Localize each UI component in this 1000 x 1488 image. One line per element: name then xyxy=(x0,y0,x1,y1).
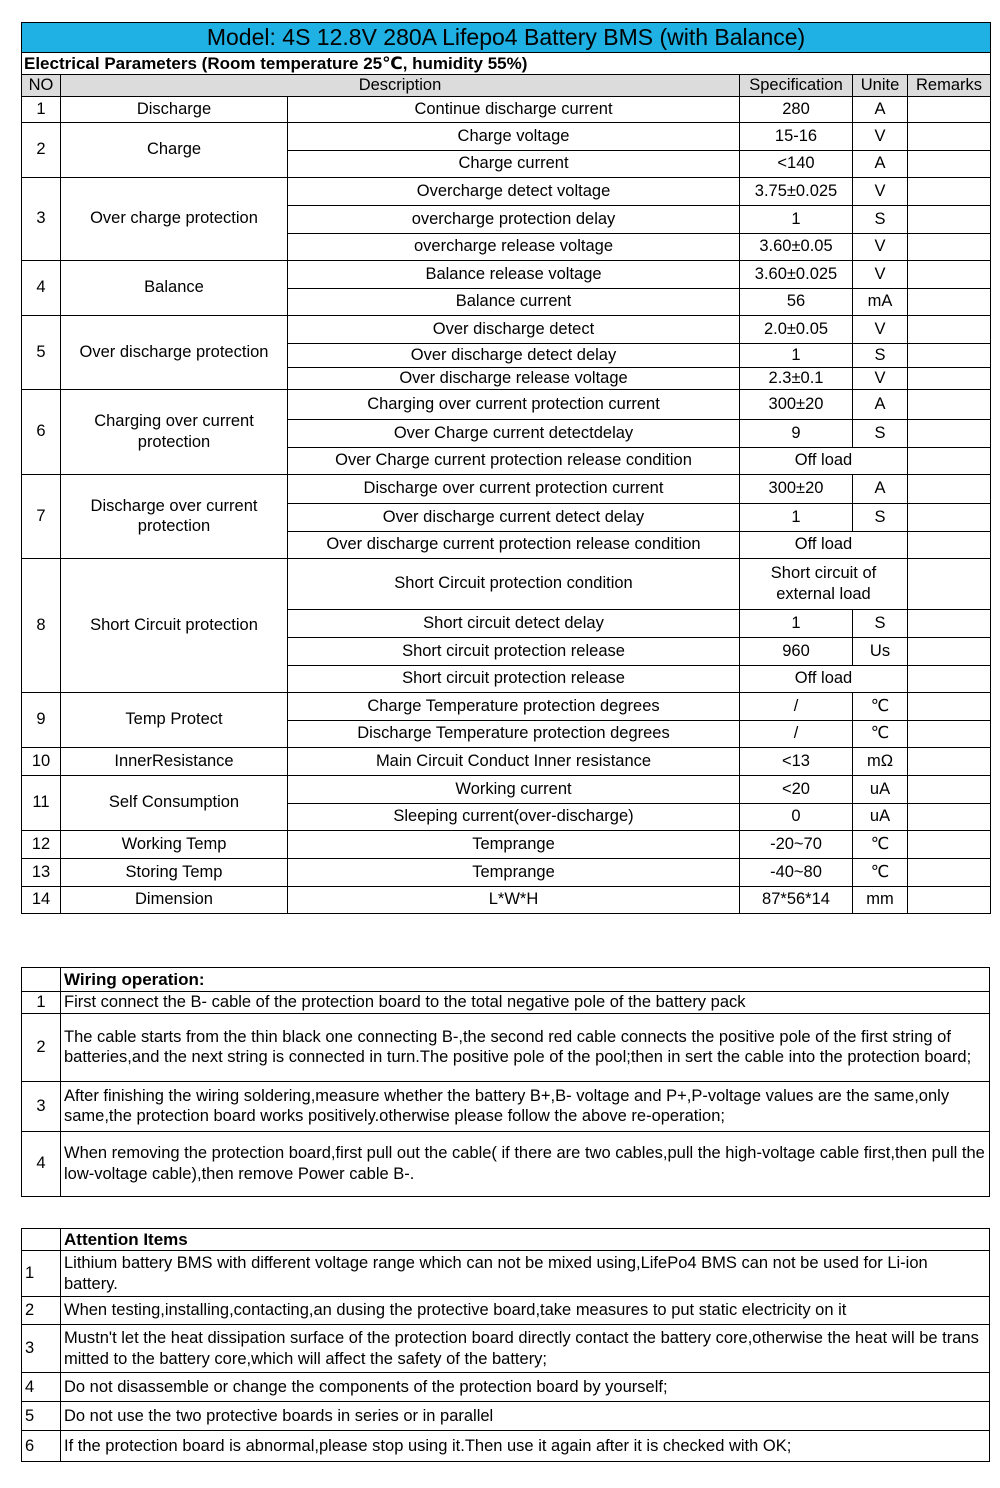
param-remarks xyxy=(908,803,991,830)
group-name: Discharge over current protection xyxy=(61,474,288,558)
param-unit: ℃ xyxy=(853,720,908,747)
param-unit: V xyxy=(853,233,908,260)
param-description: Charging over current protection current xyxy=(288,389,740,419)
param-remarks xyxy=(908,503,991,531)
param-description: Continue discharge current xyxy=(288,96,740,122)
param-unit: S xyxy=(853,609,908,637)
param-remarks xyxy=(908,558,991,609)
param-spec: 960 xyxy=(740,637,853,665)
step-number: 1 xyxy=(22,992,61,1014)
param-remarks xyxy=(908,288,991,315)
param-remarks xyxy=(908,260,991,288)
param-remarks xyxy=(908,419,991,447)
wiring-table xyxy=(21,967,990,1197)
param-spec: 3.75±0.025 xyxy=(740,177,853,205)
param-spec: 3.60±0.05 xyxy=(740,233,853,260)
group-name: Charging over current protection xyxy=(61,389,288,474)
group-name: Balance xyxy=(61,260,288,315)
param-description: Short circuit protection release xyxy=(288,637,740,665)
param-description: Working current xyxy=(288,775,740,803)
item-text: Mustn't let the heat dissipation surface of the protection board directly contact the battery core,otherwise the heat will be trans mitted to the battery core,which will affect the safety of the battery; xyxy=(61,1325,990,1373)
spec-row xyxy=(22,389,991,419)
item-text: If the protection board is abnormal,please stop using it.Then use it again after it is checked with OK; xyxy=(61,1431,990,1462)
spec-row xyxy=(22,474,991,503)
spec-row xyxy=(22,96,991,122)
group-number: 8 xyxy=(22,558,61,692)
group-number: 3 xyxy=(22,177,61,260)
param-remarks xyxy=(908,637,991,665)
wiring-step xyxy=(22,1131,990,1196)
group-number: 1 xyxy=(22,96,61,122)
group-name: InnerResistance xyxy=(61,747,288,775)
param-remarks xyxy=(908,886,991,913)
param-spec: <13 xyxy=(740,747,853,775)
param-unit: mm xyxy=(853,886,908,913)
group-number: 10 xyxy=(22,747,61,775)
param-description: Over discharge detect xyxy=(288,315,740,343)
attention-table xyxy=(21,1228,990,1462)
group-name: Working Temp xyxy=(61,830,288,858)
param-remarks xyxy=(908,775,991,803)
wiring-step xyxy=(22,1081,990,1131)
item-number: 5 xyxy=(22,1402,61,1431)
spec-row xyxy=(22,315,991,343)
param-unit: Us xyxy=(853,637,908,665)
param-unit: S xyxy=(853,503,908,531)
param-remarks xyxy=(908,315,991,343)
param-description: Short Circuit protection condition xyxy=(288,558,740,609)
param-spec: 56 xyxy=(740,288,853,315)
param-description: overcharge release voltage xyxy=(288,233,740,260)
param-description: Discharge over current protection current xyxy=(288,474,740,503)
param-spec: 1 xyxy=(740,205,853,233)
item-number: 6 xyxy=(22,1431,61,1462)
param-spec: 1 xyxy=(740,343,853,367)
step-number: 2 xyxy=(22,1013,61,1081)
param-unit: mA xyxy=(853,288,908,315)
group-name: Dimension xyxy=(61,886,288,913)
param-unit: ℃ xyxy=(853,830,908,858)
param-unit: uA xyxy=(853,803,908,830)
item-text: Do not disassemble or change the components of the protection board by yourself; xyxy=(61,1373,990,1402)
step-text: The cable starts from the thin black one connecting B-,the second red cable connects the positive pole of the first string of batteries,and the next string is connected in turn.The positive pole of the pool;then in sert the cable into the protection board; xyxy=(61,1013,990,1081)
group-number: 2 xyxy=(22,122,61,177)
spec-row xyxy=(22,858,991,886)
group-number: 7 xyxy=(22,474,61,558)
group-name: Discharge xyxy=(61,96,288,122)
param-spec: 87*56*14 xyxy=(740,886,853,913)
param-unit: V xyxy=(853,367,908,389)
header-description: Description xyxy=(61,75,740,97)
param-spec: -40~80 xyxy=(740,858,853,886)
param-description: Main Circuit Conduct Inner resistance xyxy=(288,747,740,775)
group-name: Over charge protection xyxy=(61,177,288,260)
attention-item xyxy=(22,1251,990,1297)
param-description: Over discharge current protection release condition xyxy=(288,531,740,558)
param-unit: V xyxy=(853,177,908,205)
group-name: Self Consumption xyxy=(61,775,288,830)
param-spec: Off load xyxy=(740,665,908,692)
param-remarks xyxy=(908,474,991,503)
param-spec: Off load xyxy=(740,447,908,474)
param-remarks xyxy=(908,122,991,150)
param-description: Charge voltage xyxy=(288,122,740,150)
param-spec: Short circuit of external load xyxy=(740,558,908,609)
param-remarks xyxy=(908,447,991,474)
params-title: Electrical Parameters (Room temperature 25℃, humidity 55%) xyxy=(22,52,991,74)
param-remarks xyxy=(908,96,991,122)
param-unit: S xyxy=(853,419,908,447)
item-text: Do not use the two protective boards in series or in parallel xyxy=(61,1402,990,1431)
param-remarks xyxy=(908,692,991,720)
group-number: 13 xyxy=(22,858,61,886)
model-title: Model: 4S 12.8V 280A Lifepo4 Battery BMS (with Balance) xyxy=(22,23,991,53)
spec-row xyxy=(22,886,991,913)
attention-title: Attention Items xyxy=(61,1229,990,1251)
param-description: Over Charge current detectdelay xyxy=(288,419,740,447)
param-remarks xyxy=(908,720,991,747)
param-spec: 1 xyxy=(740,609,853,637)
wiring-title: Wiring operation: xyxy=(61,968,990,992)
group-name: Charge xyxy=(61,122,288,177)
param-spec: 1 xyxy=(740,503,853,531)
param-spec: / xyxy=(740,720,853,747)
step-text: When removing the protection board,first pull out the cable( if there are two cables,pull the high-voltage cable first,then pull the low-voltage cable),then remove Power cable B-. xyxy=(61,1131,990,1196)
attention-item xyxy=(22,1431,990,1462)
item-number: 1 xyxy=(22,1251,61,1297)
param-spec: 0 xyxy=(740,803,853,830)
param-description: Over discharge detect delay xyxy=(288,343,740,367)
param-unit: ℃ xyxy=(853,858,908,886)
item-text: Lithium battery BMS with different voltage range which can not be mixed using,LifePo4 BMS can not be used for Li-ion battery. xyxy=(61,1251,990,1297)
item-number: 3 xyxy=(22,1325,61,1373)
param-remarks xyxy=(908,343,991,367)
param-spec: 300±20 xyxy=(740,389,853,419)
param-spec: <20 xyxy=(740,775,853,803)
param-description: Over discharge release voltage xyxy=(288,367,740,389)
param-description: overcharge protection delay xyxy=(288,205,740,233)
group-number: 9 xyxy=(22,692,61,747)
spec-row xyxy=(22,775,991,803)
param-remarks xyxy=(908,747,991,775)
step-text: First connect the B- cable of the protection board to the total negative pole of the battery pack xyxy=(61,992,990,1014)
param-unit: A xyxy=(853,96,908,122)
attention-item xyxy=(22,1373,990,1402)
param-unit: A xyxy=(853,474,908,503)
param-spec: 2.0±0.05 xyxy=(740,315,853,343)
param-spec: -20~70 xyxy=(740,830,853,858)
param-remarks xyxy=(908,367,991,389)
param-description: Balance current xyxy=(288,288,740,315)
param-remarks xyxy=(908,150,991,177)
spec-row xyxy=(22,122,991,150)
spec-row xyxy=(22,692,991,720)
param-unit: V xyxy=(853,315,908,343)
item-text: When testing,installing,contacting,an dusing the protective board,take measures to put static electricity on it xyxy=(61,1297,990,1325)
param-unit: V xyxy=(853,122,908,150)
param-description: Charge Temperature protection degrees xyxy=(288,692,740,720)
group-number: 11 xyxy=(22,775,61,830)
param-description: Balance release voltage xyxy=(288,260,740,288)
spec-row xyxy=(22,747,991,775)
item-number: 2 xyxy=(22,1297,61,1325)
param-spec: 2.3±0.1 xyxy=(740,367,853,389)
param-spec: 15-16 xyxy=(740,122,853,150)
group-number: 5 xyxy=(22,315,61,389)
param-remarks xyxy=(908,205,991,233)
spec-row xyxy=(22,177,991,205)
header-no: NO xyxy=(22,75,61,97)
header-remarks: Remarks xyxy=(908,75,991,97)
step-text: After finishing the wiring soldering,measure whether the battery B+,B- voltage and P+,P-voltage values are the same,only same,the protection board works positively.otherwise please follow the above re-operation; xyxy=(61,1081,990,1131)
param-unit: ℃ xyxy=(853,692,908,720)
param-remarks xyxy=(908,665,991,692)
param-description: Sleeping current(over-discharge) xyxy=(288,803,740,830)
spec-row xyxy=(22,260,991,288)
param-unit: S xyxy=(853,343,908,367)
group-name: Storing Temp xyxy=(61,858,288,886)
group-name: Short Circuit protection xyxy=(61,558,288,692)
attention-item xyxy=(22,1325,990,1373)
header-spec: Specification xyxy=(740,75,853,97)
param-unit: A xyxy=(853,150,908,177)
step-number: 4 xyxy=(22,1131,61,1196)
param-spec: Off load xyxy=(740,531,908,558)
param-spec: 280 xyxy=(740,96,853,122)
param-remarks xyxy=(908,858,991,886)
wiring-step xyxy=(22,1013,990,1081)
param-description: Charge current xyxy=(288,150,740,177)
param-spec: 3.60±0.025 xyxy=(740,260,853,288)
param-description: Over Charge current protection release condition xyxy=(288,447,740,474)
spec-table xyxy=(21,22,991,914)
param-remarks xyxy=(908,531,991,558)
param-unit: uA xyxy=(853,775,908,803)
attention-item xyxy=(22,1297,990,1325)
group-number: 6 xyxy=(22,389,61,474)
param-remarks xyxy=(908,830,991,858)
param-remarks xyxy=(908,177,991,205)
param-unit: A xyxy=(853,389,908,419)
param-spec: 9 xyxy=(740,419,853,447)
attention-item xyxy=(22,1402,990,1431)
param-unit: mΩ xyxy=(853,747,908,775)
param-unit: S xyxy=(853,205,908,233)
param-description: Temprange xyxy=(288,830,740,858)
param-description: L*W*H xyxy=(288,886,740,913)
param-spec: <140 xyxy=(740,150,853,177)
param-description: Short circuit protection release xyxy=(288,665,740,692)
group-number: 4 xyxy=(22,260,61,315)
param-unit: V xyxy=(853,260,908,288)
param-description: Temprange xyxy=(288,858,740,886)
header-unit: Unite xyxy=(853,75,908,97)
group-name: Over discharge protection xyxy=(61,315,288,389)
param-spec: / xyxy=(740,692,853,720)
spec-row xyxy=(22,830,991,858)
param-description: Discharge Temperature protection degrees xyxy=(288,720,740,747)
param-remarks xyxy=(908,389,991,419)
spec-row xyxy=(22,558,991,609)
step-number: 3 xyxy=(22,1081,61,1131)
param-spec: 300±20 xyxy=(740,474,853,503)
group-number: 12 xyxy=(22,830,61,858)
param-remarks xyxy=(908,233,991,260)
wiring-step xyxy=(22,992,990,1014)
item-number: 4 xyxy=(22,1373,61,1402)
group-name: Temp Protect xyxy=(61,692,288,747)
group-number: 14 xyxy=(22,886,61,913)
param-description: Short circuit detect delay xyxy=(288,609,740,637)
param-description: Over discharge current detect delay xyxy=(288,503,740,531)
param-remarks xyxy=(908,609,991,637)
param-description: Overcharge detect voltage xyxy=(288,177,740,205)
